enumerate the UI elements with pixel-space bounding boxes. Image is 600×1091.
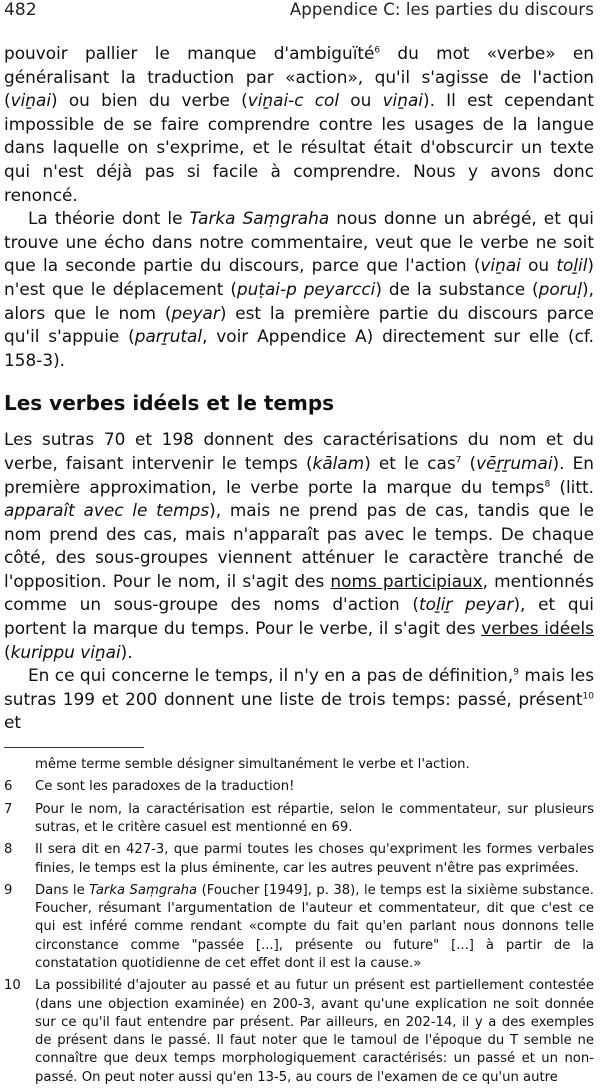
text-run: ) et le cas xyxy=(364,452,456,473)
tamil-term: viṉai xyxy=(382,90,423,111)
paragraph-1 xyxy=(4,42,594,207)
page-number: 482 xyxy=(4,0,37,20)
tamil-term: parṟutal xyxy=(134,326,203,347)
text-run: La théorie dont le xyxy=(28,208,190,229)
footnote-number: 6 xyxy=(4,779,13,795)
paragraph-2 xyxy=(4,207,594,372)
text-run: ) est la première partie du discours parce qu'il s'appuie ( xyxy=(4,302,594,347)
text-run: pouvoir pallier le manque d'ambiguïté xyxy=(4,43,375,63)
paragraph-4 xyxy=(4,664,594,735)
running-title: Appendice C: les parties du discours xyxy=(289,0,594,19)
footnote-text: Ce sont les paradoxes de la traduction! xyxy=(35,779,295,795)
footnote-7 xyxy=(4,801,594,838)
emphasis: apparaît avec le temps xyxy=(4,500,210,521)
text-run: , mentionnés comme un sous-groupe des noms d'action ( xyxy=(4,570,594,615)
tamil-term: peyar xyxy=(171,302,220,323)
paragraph-3 xyxy=(4,428,594,664)
text-run: ). Il est cependant impossible de se faire comprendre contre les usages de la langue dans laquelle on s'exprime, et le résultat était d'obscurcir un texte qui n'est déjà pas si facile à comprendre. Nous y avons donc renoncé. xyxy=(4,90,594,205)
text-run: ). En première approximation, le verbe porte la marque du temps xyxy=(4,452,594,497)
text-run: ou xyxy=(520,255,557,276)
tamil-term: viṉai xyxy=(10,90,52,111)
footnote-10 xyxy=(4,977,594,1087)
footnote-number: 10 xyxy=(4,978,21,994)
footnote-text: Il sera dit en 427-3, que parmi toutes les choses qu'expriment les formes verbales finies, le temps est la plus éminente, car les autres peuvent n'être pas exprimées. xyxy=(35,842,594,876)
book-title: Tarka Saṃgraha xyxy=(189,208,330,229)
text-run: (litt. xyxy=(550,476,594,497)
tamil-term: viṉai xyxy=(480,255,521,276)
tamil-term: puṭai-p peyarcci xyxy=(236,278,376,299)
tamil-term: viṉai-c col xyxy=(247,90,340,111)
footnote-ref[interactable]: 10 xyxy=(582,691,594,702)
text-run: ) ou bien du verbe ( xyxy=(51,90,248,111)
tamil-term: kālam xyxy=(312,452,365,473)
underlined-term: noms participiaux xyxy=(330,570,483,591)
text-run: ), et qui portent la marque du temps. Pour le verbe, il s'agit des xyxy=(4,594,594,639)
footnote-text: Pour le nom, la caractérisation est répartie, selon le commentateur, sur plusieurs sutras, et le critère casuel est mentionné en 69. xyxy=(35,801,594,835)
footnote-ref[interactable]: 9 xyxy=(513,667,519,678)
tamil-term: toḻil xyxy=(556,255,588,276)
footnote-number: 7 xyxy=(4,801,13,817)
footnote-ref[interactable]: 8 xyxy=(544,478,551,489)
footnote-ref[interactable]: 7 xyxy=(455,455,462,466)
tamil-term: vēṟṟumai xyxy=(476,452,553,473)
section-heading: Les verbes idéels et le temps xyxy=(4,391,335,416)
text-run: , voir Appendice A) directement sur elle (cf. 158-3). xyxy=(4,326,594,370)
footnote-continuation: même terme semble désigner simultanément le verbe et l'action. xyxy=(35,757,470,773)
text-run: Les sutras 70 et 198 donnent des caractérisations du nom et du verbe, faisant intervenir le temps ( xyxy=(4,429,594,473)
text-run: ), mais ne prend pas de cas, tandis que le nom prend des cas, mais n'apparaît pas avec le temps. De chaque côté, des sous-groupes viennent atténuer le caractère tranché de l'opposition. Pour le nom, il s'agit des xyxy=(4,500,594,591)
text-run: ) de la substance ( xyxy=(375,278,539,299)
text-run: nous donne un abrégé, et qui trouve une écho dans notre commentaire, veut que le verbe ne soit que la seconde partie du discours, parce que l'action ( xyxy=(4,208,594,276)
book-title: Tarka Saṃgraha xyxy=(89,882,198,898)
footnote-number: 8 xyxy=(4,842,13,858)
footnote-6 xyxy=(4,778,594,796)
text-run: Dans le xyxy=(35,882,90,898)
text-run: En ce qui concerne le temps, il n'y en a pas de définition, xyxy=(28,665,514,686)
text-run: ou xyxy=(339,90,383,111)
text-run: ). xyxy=(120,641,133,662)
footnotes xyxy=(4,756,594,1087)
main-text xyxy=(4,42,594,1091)
page-header xyxy=(4,0,594,24)
footnote-8 xyxy=(4,841,594,878)
tamil-term: poruḷ xyxy=(538,278,583,299)
footnote-text xyxy=(35,882,594,973)
underlined-term: verbes idéels xyxy=(481,618,594,639)
text-run: ), alors que le nom ( xyxy=(4,278,594,323)
footnote-9 xyxy=(4,882,594,973)
footnote-text: La possibilité d'ajouter au passé et au futur un présent est partiellement contestée (dans une objection examinée) en 200-3, avant qu'une explication ne soit donnée sur ce qu'il faut entendre par présent. Par ailleurs, en 202-14, il y a des exemples de présent dans le passé. Il faut noter que le tamoul de l'époque du T semble ne connaître que deux temps morphologiquement caractérisés: un passé et un non-passé. On peut noter aussi qu'en 13-5, au cours de l'examen de ce qu'un autre xyxy=(35,978,594,1085)
text-run: mais les sutras 199 et 200 donnent une liste de trois temps: passé, présent xyxy=(4,665,594,709)
text-run: du mot «verbe» en généralisant la traduction par «action», qu'il s'agisse de l'action ( xyxy=(4,43,594,111)
tamil-term: kurippu viṉai xyxy=(10,641,121,662)
text-run: ) n'est que le déplacement ( xyxy=(4,255,594,299)
footnote-divider xyxy=(4,747,144,748)
text-run: et xyxy=(4,712,22,733)
text-run: ( xyxy=(4,641,11,662)
text-run: (Foucher [1949], p. 38), le temps est la sixième substance. Foucher, résumant l'argumentation de l'auteur et commentateur, dit que c'est ce qui est inféré comme rendant «compte du fait qu'en parlant nous donnons telle circonstance comme "passée [...], présente ou future" [...] à partir de la constatation quotidienne de cet effet dont il est la cause.» xyxy=(35,882,594,971)
footnote-number: 9 xyxy=(4,882,13,898)
footnote-ref[interactable]: 6 xyxy=(374,45,381,56)
text-run: ( xyxy=(461,452,477,473)
tamil-term: toḻiṟ peyar xyxy=(419,594,514,615)
